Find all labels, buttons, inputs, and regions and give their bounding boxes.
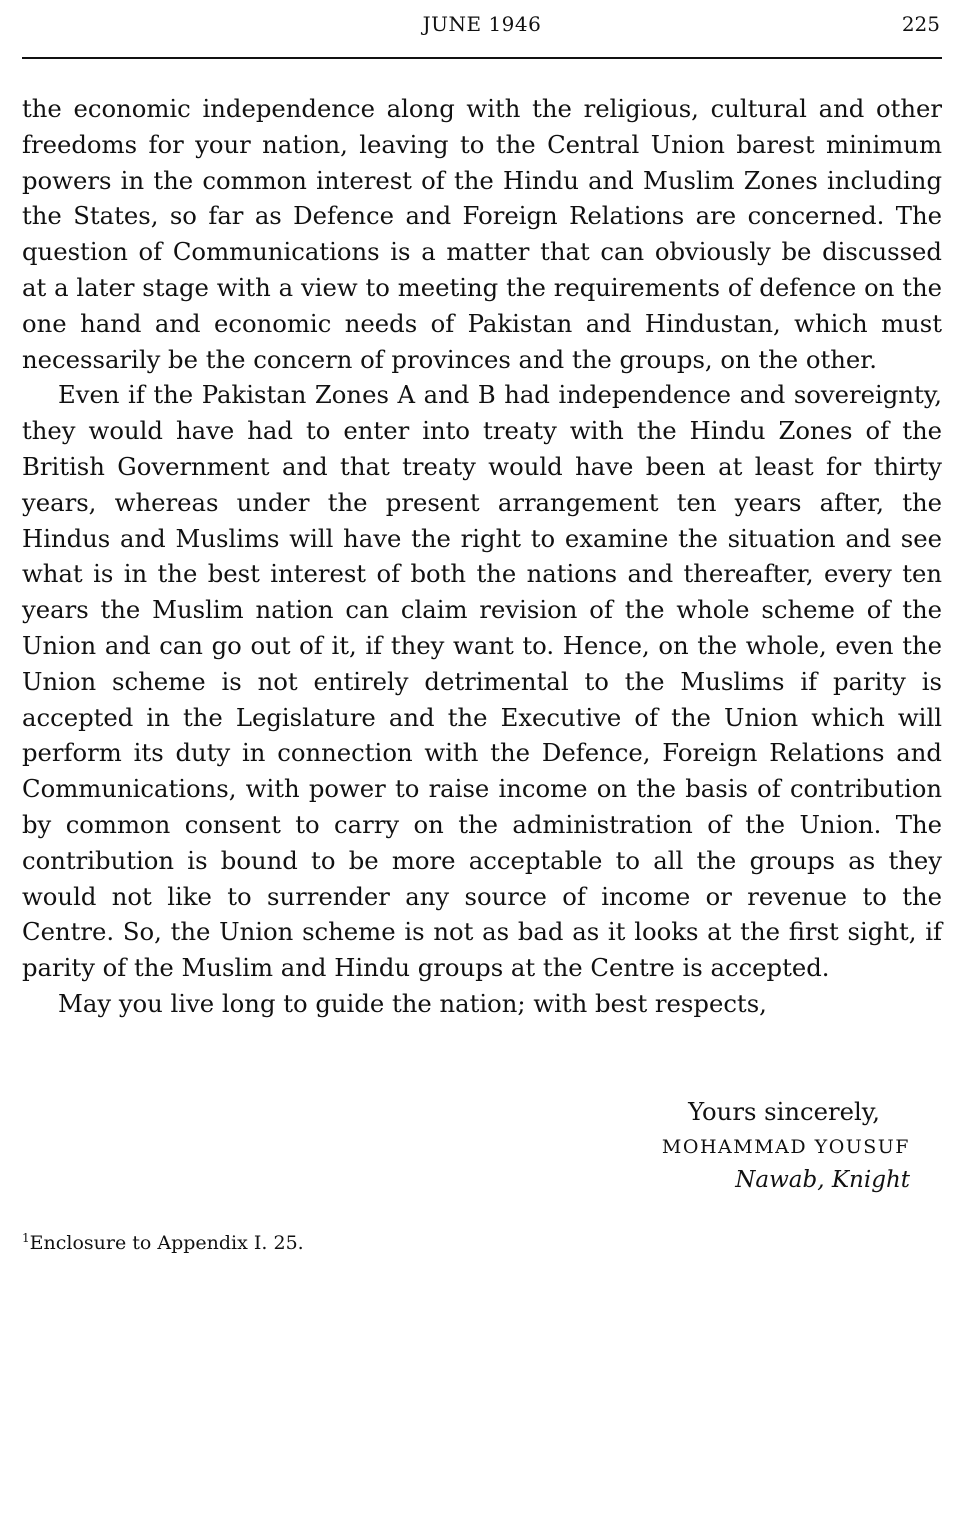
running-head [22, 12, 942, 42]
signer-name: MOHAMMAD YOUSUF [661, 1136, 910, 1158]
paragraph-continued: the economic independence along with the religious, cultural and other freedoms for your nation, leaving to the Central Union barest minimum powers in the common interest of the Hindu and Muslim Zones including the States, so far as Defence and Foreign Relations are concerned. The question of Communications is a matter that can obviously be discussed at a later stage with a view to meeting the requirements of defence on the one hand and economic needs of Pakistan and Hindustan, which must necessarily be the concern of provinces and the groups, on the other. [22, 94, 942, 374]
signer-title: Nawab, Knight [735, 1167, 910, 1193]
footnote-marker: 1 [22, 1231, 30, 1245]
letter-body [22, 91, 942, 1022]
paragraph-parity-argument: Even if the Pakistan Zones A and B had independence and sovereignty, they would have had to enter into treaty with the Hindu Zones of the British Government and that treaty would have been at least for thirty years, whereas under the present arrangement ten years after, the Hindus and Muslims will have the right to examine the situation and see what is in the best interest of both the nations and thereafter, every ten years the Muslim nation can claim revision of the whole scheme of the Union and can go out of it, if they want to. Hence, on the whole, even the Union scheme is not entirely detrimental to the Muslims if parity is accepted in the Legislature and the Executive of the Union which will perform its duty in connection with the Defence, Foreign Relations and Communications, with power to raise income on the basis of contribution by common consent to carry on the administration of the Union. The contribution is bound to be more acceptable to all the groups as they would not like to surrender any source of income or revenue to the Centre. So, the Union scheme is not as bad as it looks at the first sight, if parity of the Muslim and Hindu groups at the Centre is accepted. [22, 380, 942, 983]
running-head-title: JUNE 1946 [422, 12, 542, 36]
page-number: 225 [901, 12, 940, 36]
signature-salutation: Yours sincerely, [688, 1097, 880, 1126]
footnote-text: Enclosure to Appendix I. 25. [29, 1232, 304, 1254]
closing-line: May you live long to guide the nation; with best respects, [58, 988, 767, 1018]
header-rule-divider [22, 57, 942, 59]
footnote [22, 1225, 304, 1256]
signature-block [662, 1094, 910, 1196]
